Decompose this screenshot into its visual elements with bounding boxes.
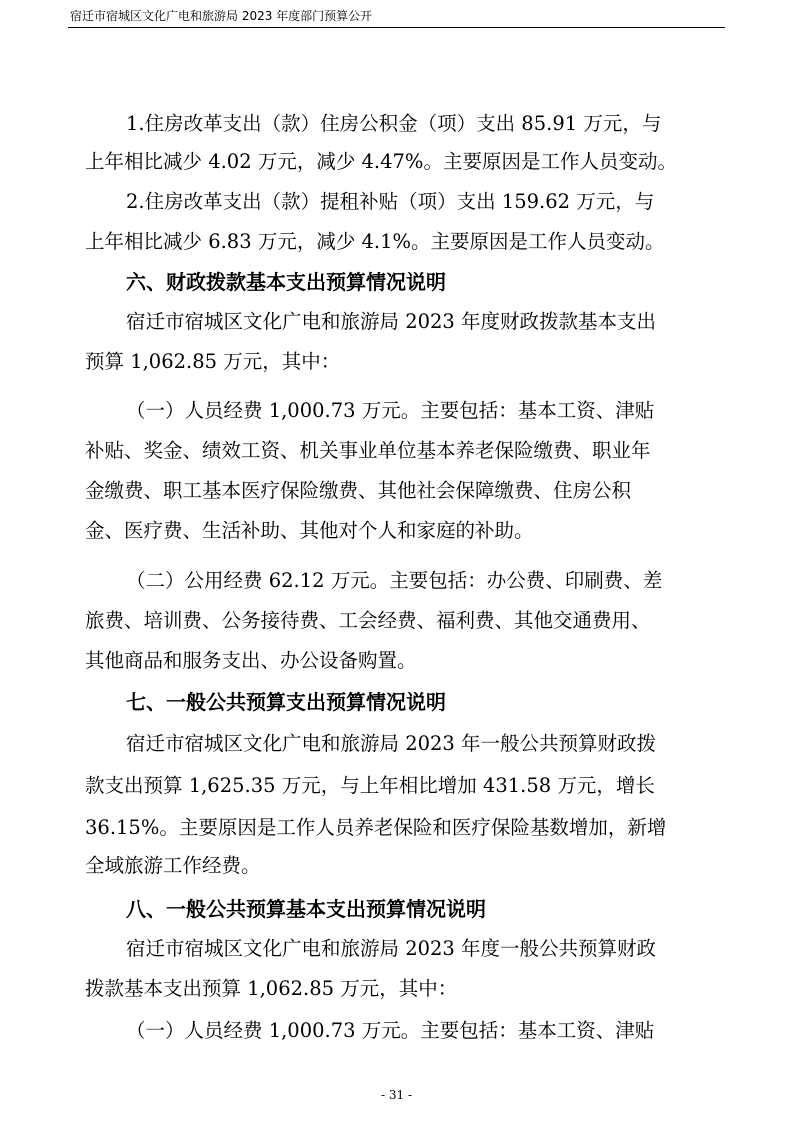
paragraph-general-budget-line-2: 款支出预算 1,625.35 万元，与上年相比增加 431.58 万元，增长 bbox=[85, 774, 655, 797]
paragraph-basic-expenditure-line-1: 宿迁市宿城区文化广电和旅游局 2023 年度财政拨款基本支出 bbox=[126, 310, 657, 333]
paragraph-housing-fund-line-1: 1.住房改革支出（款）住房公积金（项）支出 85.91 万元，与 bbox=[126, 112, 662, 135]
paragraph-public-cost-line-2: 旅费、培训费、公务接待费、工会经费、福利费、其他交通费用、 bbox=[85, 609, 651, 632]
paragraph-general-personnel-line-1: （一）人员经费 1,000.73 万元。主要包括：基本工资、津贴 bbox=[126, 1019, 655, 1042]
paragraph-general-budget-line-1: 宿迁市宿城区文化广电和旅游局 2023 年一般公共预算财政拨 bbox=[126, 732, 657, 755]
paragraph-personnel-cost-line-3: 金缴费、职工基本医疗保险缴费、其他社会保障缴费、住房公积 bbox=[85, 479, 632, 502]
paragraph-personnel-cost-line-2: 补贴、奖金、绩效工资、机关事业单位基本养老保险缴费、职业年 bbox=[85, 439, 651, 462]
paragraph-personnel-cost-line-4: 金、医疗费、生活补助、其他对个人和家庭的补助。 bbox=[85, 519, 534, 542]
header-divider bbox=[68, 27, 725, 28]
section-heading-7: 七、一般公共预算支出预算情况说明 bbox=[126, 690, 446, 714]
section-heading-8: 八、一般公共预算基本支出预算情况说明 bbox=[126, 897, 486, 921]
paragraph-general-basic-line-2: 拨款基本支出预算 1,062.85 万元，其中： bbox=[85, 977, 458, 1000]
page-number: - 31 - bbox=[380, 1088, 412, 1102]
paragraph-public-cost-line-3: 其他商品和服务支出、办公设备购置。 bbox=[85, 649, 417, 672]
paragraph-personnel-cost-line-1: （一）人员经费 1,000.73 万元。主要包括：基本工资、津贴 bbox=[126, 399, 655, 422]
paragraph-rent-subsidy-line-1: 2.住房改革支出（款）提租补贴（项）支出 159.62 万元，与 bbox=[126, 190, 655, 213]
paragraph-housing-fund-line-2: 上年相比减少 4.02 万元，减少 4.47%。主要原因是工作人员变动。 bbox=[85, 150, 677, 173]
paragraph-basic-expenditure-line-2: 预算 1,062.85 万元，其中： bbox=[85, 350, 341, 373]
paragraph-general-budget-line-4: 全域旅游工作经费。 bbox=[85, 854, 261, 877]
page-header-title: 宿迁市宿城区文化广电和旅游局 2023 年度部门预算公开 bbox=[70, 9, 373, 23]
paragraph-public-cost-line-1: （二）公用经费 62.12 万元。主要包括：办公费、印刷费、差 bbox=[126, 569, 663, 592]
paragraph-general-budget-line-3: 36.15%。主要原因是工作人员养老保险和医疗保险基数增加，新增 bbox=[85, 816, 667, 839]
paragraph-rent-subsidy-line-2: 上年相比减少 6.83 万元，减少 4.1%。主要原因是工作人员变动。 bbox=[85, 230, 665, 253]
paragraph-general-basic-line-1: 宿迁市宿城区文化广电和旅游局 2023 年度一般公共预算财政 bbox=[126, 937, 657, 960]
section-heading-6: 六、财政拨款基本支出预算情况说明 bbox=[126, 270, 446, 294]
